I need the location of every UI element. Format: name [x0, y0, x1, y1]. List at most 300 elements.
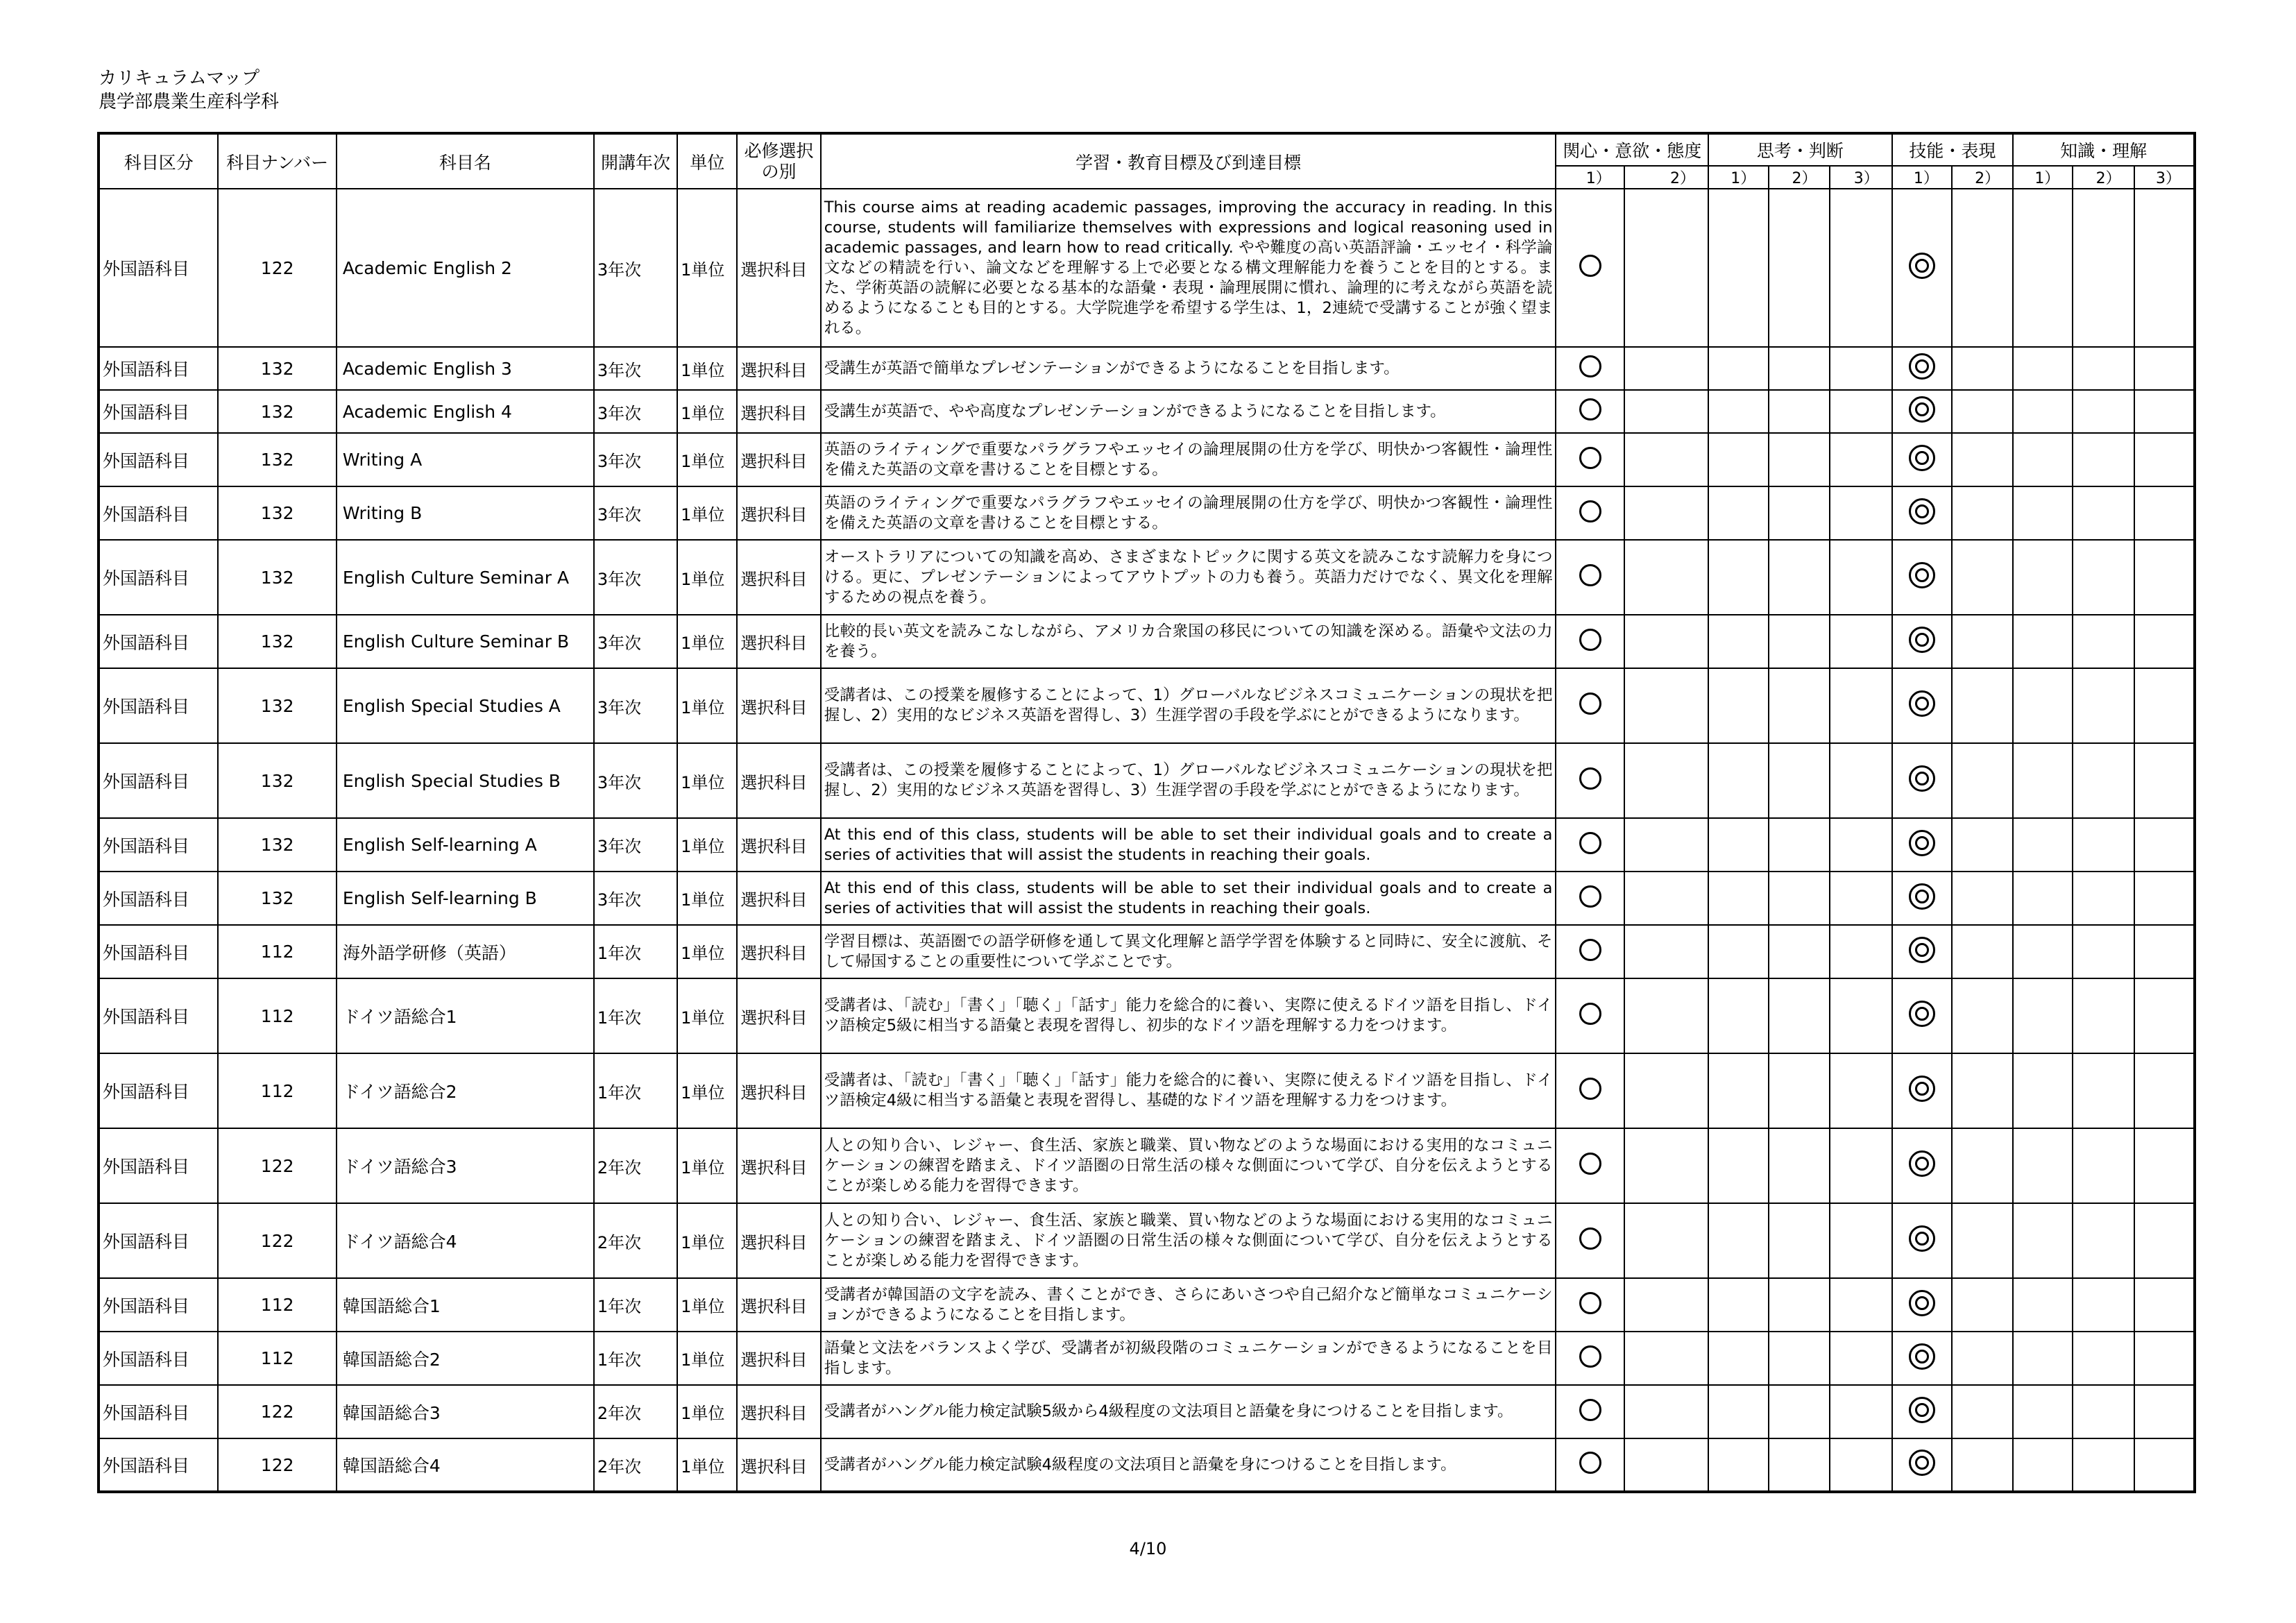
- circle-mark-icon: [1579, 500, 1601, 522]
- double-circle-mark-icon: [1909, 1343, 1935, 1370]
- course-year: 1年次: [594, 978, 677, 1053]
- course-unit: 1単位: [677, 818, 737, 872]
- skill-1-mark: [1892, 1278, 1952, 1332]
- course-category: 外国語科目: [99, 1203, 218, 1278]
- empty-mark-cell: [1769, 347, 1830, 390]
- empty-mark-cell: [2013, 1128, 2073, 1203]
- circle-mark-icon: [1579, 767, 1601, 790]
- empty-mark-cell: [1769, 615, 1830, 668]
- empty-mark-cell: [1624, 925, 1708, 978]
- empty-mark-cell: [1708, 615, 1769, 668]
- course-goal: 比較的長い英文を読みこなしながら、アメリカ合衆国の移民についての知識を深める。語彙や文法の力を養う。: [821, 615, 1556, 668]
- course-required: 選択科目: [737, 1128, 820, 1203]
- empty-mark-cell: [1708, 486, 1769, 540]
- header-interest-2: 2）: [1624, 166, 1708, 189]
- circle-mark-icon: [1579, 255, 1601, 277]
- skill-1-mark: [1892, 390, 1952, 433]
- course-unit: 1単位: [677, 390, 737, 433]
- empty-mark-cell: [1952, 486, 2013, 540]
- course-goal: 人との知り合い、レジャー、食生活、家族と職業、買い物などのような場面における実用的なコミュニケーションの練習を踏まえ、ドイツ語圏の日常生活の様々な側面について学び、自分を伝えようとすることが楽しめる能力を習得できます。: [821, 1128, 1556, 1203]
- double-circle-mark-icon: [1909, 830, 1935, 856]
- header-thinking-2: 2）: [1769, 166, 1830, 189]
- empty-mark-cell: [1624, 818, 1708, 872]
- empty-mark-cell: [2073, 1203, 2134, 1278]
- empty-mark-cell: [1830, 978, 1891, 1053]
- circle-mark-icon: [1579, 1292, 1601, 1314]
- course-name: Writing A: [337, 433, 594, 486]
- empty-mark-cell: [2134, 1332, 2195, 1385]
- course-name: English Culture Seminar A: [337, 540, 594, 615]
- header-required: 必修選択の別: [737, 133, 820, 189]
- course-goal: 受講者がハングル能力検定試験5級から4級程度の文法項目と語彙を身につけることを目指します。: [821, 1385, 1556, 1438]
- course-year: 3年次: [594, 615, 677, 668]
- circle-mark-icon: [1579, 1227, 1601, 1250]
- empty-mark-cell: [1624, 872, 1708, 925]
- course-unit: 1単位: [677, 615, 737, 668]
- course-goal: 受講者は、この授業を履修することによって、1）グローバルなビジネスコミュニケーションの現状を把握し、2）実用的なビジネス英語を習得し、3）生涯学習の手段を学ぶにとができるようになります。: [821, 743, 1556, 818]
- empty-mark-cell: [2134, 743, 2195, 818]
- empty-mark-cell: [1769, 1332, 1830, 1385]
- circle-mark-icon: [1579, 1399, 1601, 1421]
- empty-mark-cell: [1830, 1278, 1891, 1332]
- empty-mark-cell: [1830, 433, 1891, 486]
- header-year: 開講年次: [594, 133, 677, 189]
- empty-mark-cell: [1708, 818, 1769, 872]
- course-category: 外国語科目: [99, 668, 218, 743]
- empty-mark-cell: [1624, 743, 1708, 818]
- empty-mark-cell: [2073, 1128, 2134, 1203]
- course-number: 132: [218, 743, 336, 818]
- table-row: [99, 189, 2195, 347]
- course-unit: 1単位: [677, 1278, 737, 1332]
- empty-mark-cell: [1952, 1278, 2013, 1332]
- empty-mark-cell: [1708, 743, 1769, 818]
- table-row: [99, 1438, 2195, 1492]
- table-row: [99, 668, 2195, 743]
- empty-mark-cell: [1952, 1332, 2013, 1385]
- course-unit: 1単位: [677, 347, 737, 390]
- course-goal: 人との知り合い、レジャー、食生活、家族と職業、買い物などのような場面における実用的なコミュニケーションの練習を踏まえ、ドイツ語圏の日常生活の様々な側面について学び、自分を伝えようとすることが楽しめる能力を習得できます。: [821, 1203, 1556, 1278]
- empty-mark-cell: [1830, 347, 1891, 390]
- skill-1-mark: [1892, 540, 1952, 615]
- double-circle-mark-icon: [1909, 1290, 1935, 1316]
- course-number: 122: [218, 1385, 336, 1438]
- empty-mark-cell: [1952, 925, 2013, 978]
- empty-mark-cell: [1769, 540, 1830, 615]
- course-number: 132: [218, 668, 336, 743]
- interest-1-mark: [1556, 390, 1624, 433]
- course-unit: 1単位: [677, 668, 737, 743]
- empty-mark-cell: [1952, 390, 2013, 433]
- double-circle-mark-icon: [1909, 396, 1935, 423]
- table-row: [99, 433, 2195, 486]
- empty-mark-cell: [2073, 668, 2134, 743]
- empty-mark-cell: [2073, 540, 2134, 615]
- course-unit: 1単位: [677, 433, 737, 486]
- empty-mark-cell: [1708, 1385, 1769, 1438]
- header-skill: 技能・表現: [1892, 133, 2013, 166]
- empty-mark-cell: [1624, 433, 1708, 486]
- header-skill-2: 2）: [1952, 166, 2013, 189]
- header-knowledge-3: 3）: [2134, 166, 2195, 189]
- circle-mark-icon: [1579, 939, 1601, 961]
- course-year: 2年次: [594, 1203, 677, 1278]
- course-unit: 1単位: [677, 486, 737, 540]
- empty-mark-cell: [2013, 1203, 2073, 1278]
- table-body: [99, 189, 2195, 1492]
- empty-mark-cell: [2073, 925, 2134, 978]
- skill-1-mark: [1892, 978, 1952, 1053]
- course-year: 3年次: [594, 872, 677, 925]
- interest-1-mark: [1556, 1385, 1624, 1438]
- course-category: 外国語科目: [99, 189, 218, 347]
- course-number: 132: [218, 433, 336, 486]
- empty-mark-cell: [2073, 818, 2134, 872]
- course-year: 3年次: [594, 668, 677, 743]
- empty-mark-cell: [1769, 978, 1830, 1053]
- table-row: [99, 872, 2195, 925]
- course-unit: 1単位: [677, 872, 737, 925]
- course-unit: 1単位: [677, 1128, 737, 1203]
- empty-mark-cell: [2073, 189, 2134, 347]
- course-name: Academic English 3: [337, 347, 594, 390]
- course-required: 選択科目: [737, 390, 820, 433]
- course-year: 3年次: [594, 486, 677, 540]
- empty-mark-cell: [1830, 743, 1891, 818]
- circle-mark-icon: [1579, 398, 1601, 420]
- table-row: [99, 1053, 2195, 1128]
- empty-mark-cell: [1708, 872, 1769, 925]
- empty-mark-cell: [1708, 390, 1769, 433]
- empty-mark-cell: [2013, 390, 2073, 433]
- empty-mark-cell: [2013, 347, 2073, 390]
- empty-mark-cell: [1708, 1203, 1769, 1278]
- empty-mark-cell: [2013, 615, 2073, 668]
- empty-mark-cell: [2073, 1278, 2134, 1332]
- empty-mark-cell: [1769, 925, 1830, 978]
- course-year: 1年次: [594, 1332, 677, 1385]
- empty-mark-cell: [1952, 1203, 2013, 1278]
- empty-mark-cell: [1952, 668, 2013, 743]
- empty-mark-cell: [1708, 1438, 1769, 1492]
- empty-mark-cell: [1624, 1385, 1708, 1438]
- empty-mark-cell: [1830, 390, 1891, 433]
- course-number: 132: [218, 540, 336, 615]
- skill-1-mark: [1892, 189, 1952, 347]
- course-category: 外国語科目: [99, 818, 218, 872]
- empty-mark-cell: [1769, 743, 1830, 818]
- circle-mark-icon: [1579, 1078, 1601, 1100]
- course-category: 外国語科目: [99, 925, 218, 978]
- double-circle-mark-icon: [1909, 883, 1935, 910]
- empty-mark-cell: [1624, 1438, 1708, 1492]
- header-thinking-3: 3）: [1830, 166, 1891, 189]
- course-required: 選択科目: [737, 1438, 820, 1492]
- empty-mark-cell: [1769, 1438, 1830, 1492]
- course-goal: At this end of this class, students will be able to set their individual goals and to create a series of activities that will assist the students in reaching their goals.: [821, 872, 1556, 925]
- course-category: 外国語科目: [99, 615, 218, 668]
- empty-mark-cell: [1952, 818, 2013, 872]
- course-goal: 受講者は、「読む」「書く」「聴く」「話す」能力を総合的に養い、実際に使えるドイツ語を目指し、ドイツ語検定5級に相当する語彙と表現を習得し、初歩的なドイツ語を理解する力をつけます。: [821, 978, 1556, 1053]
- course-unit: 1単位: [677, 743, 737, 818]
- header-thinking: 思考・判断: [1708, 133, 1892, 166]
- course-year: 1年次: [594, 925, 677, 978]
- course-unit: 1単位: [677, 540, 737, 615]
- empty-mark-cell: [1830, 1053, 1891, 1128]
- empty-mark-cell: [2013, 743, 2073, 818]
- empty-mark-cell: [1624, 486, 1708, 540]
- empty-mark-cell: [2134, 615, 2195, 668]
- empty-mark-cell: [2134, 668, 2195, 743]
- skill-1-mark: [1892, 743, 1952, 818]
- double-circle-mark-icon: [1909, 1150, 1935, 1177]
- course-name: ドイツ語総合4: [337, 1203, 594, 1278]
- empty-mark-cell: [1952, 978, 2013, 1053]
- empty-mark-cell: [2013, 818, 2073, 872]
- empty-mark-cell: [2134, 486, 2195, 540]
- course-category: 外国語科目: [99, 486, 218, 540]
- double-circle-mark-icon: [1909, 937, 1935, 963]
- empty-mark-cell: [1830, 872, 1891, 925]
- table-row: [99, 1128, 2195, 1203]
- course-required: 選択科目: [737, 486, 820, 540]
- empty-mark-cell: [1708, 925, 1769, 978]
- course-year: 2年次: [594, 1385, 677, 1438]
- course-year: 3年次: [594, 743, 677, 818]
- course-name: 韓国語総合4: [337, 1438, 594, 1492]
- empty-mark-cell: [1769, 433, 1830, 486]
- course-number: 132: [218, 486, 336, 540]
- course-required: 選択科目: [737, 433, 820, 486]
- course-category: 外国語科目: [99, 347, 218, 390]
- course-goal: 学習目標は、英語圏での語学研修を通して異文化理解と語学学習を体験すると同時に、安全に渡航、そして帰国することの重要性について学ぶことです。: [821, 925, 1556, 978]
- circle-mark-icon: [1579, 832, 1601, 854]
- double-circle-mark-icon: [1909, 765, 1935, 792]
- interest-1-mark: [1556, 189, 1624, 347]
- empty-mark-cell: [1708, 1278, 1769, 1332]
- empty-mark-cell: [2013, 189, 2073, 347]
- empty-mark-cell: [2134, 1438, 2195, 1492]
- empty-mark-cell: [2134, 872, 2195, 925]
- table-row: [99, 1332, 2195, 1385]
- skill-1-mark: [1892, 925, 1952, 978]
- empty-mark-cell: [1952, 615, 2013, 668]
- empty-mark-cell: [1769, 486, 1830, 540]
- course-name: ドイツ語総合3: [337, 1128, 594, 1203]
- double-circle-mark-icon: [1909, 1397, 1935, 1423]
- empty-mark-cell: [2134, 1278, 2195, 1332]
- interest-1-mark: [1556, 872, 1624, 925]
- course-year: 3年次: [594, 347, 677, 390]
- empty-mark-cell: [2073, 1438, 2134, 1492]
- empty-mark-cell: [2013, 668, 2073, 743]
- empty-mark-cell: [2013, 1053, 2073, 1128]
- course-required: 選択科目: [737, 615, 820, 668]
- course-required: 選択科目: [737, 1278, 820, 1332]
- table-row: [99, 1385, 2195, 1438]
- empty-mark-cell: [1624, 1203, 1708, 1278]
- double-circle-mark-icon: [1909, 1225, 1935, 1252]
- empty-mark-cell: [1708, 978, 1769, 1053]
- course-year: 3年次: [594, 189, 677, 347]
- course-number: 122: [218, 189, 336, 347]
- header-knowledge: 知識・理解: [2013, 133, 2195, 166]
- interest-1-mark: [1556, 347, 1624, 390]
- empty-mark-cell: [1624, 390, 1708, 433]
- double-circle-mark-icon: [1909, 690, 1935, 717]
- course-number: 112: [218, 925, 336, 978]
- interest-1-mark: [1556, 1053, 1624, 1128]
- course-goal: 英語のライティングで重要なパラグラフやエッセイの論理展開の仕方を学び、明快かつ客観性・論理性を備えた英語の文章を書けることを目標とする。: [821, 433, 1556, 486]
- table-row: [99, 743, 2195, 818]
- empty-mark-cell: [1830, 1203, 1891, 1278]
- course-year: 2年次: [594, 1438, 677, 1492]
- course-year: 1年次: [594, 1278, 677, 1332]
- course-name: ドイツ語総合2: [337, 1053, 594, 1128]
- empty-mark-cell: [1830, 189, 1891, 347]
- empty-mark-cell: [2013, 872, 2073, 925]
- table-row: [99, 390, 2195, 433]
- course-required: 選択科目: [737, 1203, 820, 1278]
- circle-mark-icon: [1579, 564, 1601, 586]
- interest-1-mark: [1556, 818, 1624, 872]
- interest-1-mark: [1556, 486, 1624, 540]
- course-category: 外国語科目: [99, 743, 218, 818]
- empty-mark-cell: [1830, 615, 1891, 668]
- empty-mark-cell: [2073, 1053, 2134, 1128]
- course-number: 132: [218, 347, 336, 390]
- course-goal: 受講者がハングル能力検定試験4級程度の文法項目と語彙を身につけることを目指します。: [821, 1438, 1556, 1492]
- course-goal: This course aims at reading academic passages, improving the accuracy in reading. In this course, students will familiarize themselves with expressions and logical reasoning used in academic passages, and learn how to read critically. やや難度の高い英語評論・エッセイ・科学論文などの精読を行い、論文などを理解する上で必要となる構文理解能力を養うことを目的とする。また、学術英語の読解に必要となる基本的な語彙・表現・論理展開に慣れ、論理的に考えながら英語を読めるようになることも目的とする。大学院進学を希望する学生は、1，2連続で受講することが強く望まれる。: [821, 189, 1556, 347]
- course-name: 韓国語総合2: [337, 1332, 594, 1385]
- header-category: 科目区分: [99, 133, 218, 189]
- course-number: 132: [218, 390, 336, 433]
- course-unit: 1単位: [677, 1438, 737, 1492]
- circle-mark-icon: [1579, 447, 1601, 469]
- empty-mark-cell: [2013, 1332, 2073, 1385]
- empty-mark-cell: [2013, 978, 2073, 1053]
- page-number: 4/10: [1129, 1539, 1167, 1558]
- empty-mark-cell: [1952, 872, 2013, 925]
- double-circle-mark-icon: [1909, 562, 1935, 588]
- skill-1-mark: [1892, 486, 1952, 540]
- empty-mark-cell: [2134, 1385, 2195, 1438]
- course-required: 選択科目: [737, 189, 820, 347]
- course-required: 選択科目: [737, 347, 820, 390]
- course-name: Academic English 4: [337, 390, 594, 433]
- circle-mark-icon: [1579, 355, 1601, 377]
- empty-mark-cell: [2013, 925, 2073, 978]
- empty-mark-cell: [1769, 1278, 1830, 1332]
- empty-mark-cell: [1708, 1053, 1769, 1128]
- course-required: 選択科目: [737, 978, 820, 1053]
- skill-1-mark: [1892, 347, 1952, 390]
- circle-mark-icon: [1579, 1003, 1601, 1025]
- course-number: 132: [218, 615, 336, 668]
- empty-mark-cell: [2134, 925, 2195, 978]
- empty-mark-cell: [1624, 1278, 1708, 1332]
- empty-mark-cell: [2073, 433, 2134, 486]
- double-circle-mark-icon: [1909, 627, 1935, 653]
- course-goal: 受講生が英語で、やや高度なプレゼンテーションができるようになることを目指します。: [821, 390, 1556, 433]
- empty-mark-cell: [1769, 668, 1830, 743]
- double-circle-mark-icon: [1909, 1001, 1935, 1027]
- document-title: カリキュラムマップ: [99, 68, 260, 89]
- empty-mark-cell: [1769, 390, 1830, 433]
- table-row: [99, 540, 2195, 615]
- double-circle-mark-icon: [1909, 445, 1935, 471]
- table-row: [99, 818, 2195, 872]
- table-row: [99, 486, 2195, 540]
- skill-1-mark: [1892, 872, 1952, 925]
- course-number: 112: [218, 978, 336, 1053]
- empty-mark-cell: [1708, 540, 1769, 615]
- empty-mark-cell: [1769, 1203, 1830, 1278]
- course-category: 外国語科目: [99, 540, 218, 615]
- course-unit: 1単位: [677, 925, 737, 978]
- header-unit: 単位: [677, 133, 737, 189]
- course-name: English Self-learning B: [337, 872, 594, 925]
- empty-mark-cell: [1830, 486, 1891, 540]
- empty-mark-cell: [2013, 1438, 2073, 1492]
- circle-mark-icon: [1579, 629, 1601, 651]
- course-name: English Special Studies B: [337, 743, 594, 818]
- course-name: ドイツ語総合1: [337, 978, 594, 1053]
- course-name: 韓国語総合3: [337, 1385, 594, 1438]
- course-goal: 受講者は、「読む」「書く」「聴く」「話す」能力を総合的に養い、実際に使えるドイツ語を目指し、ドイツ語検定4級に相当する語彙と表現を習得し、基礎的なドイツ語を理解する力をつけます。: [821, 1053, 1556, 1128]
- table-row: [99, 615, 2195, 668]
- course-category: 外国語科目: [99, 1128, 218, 1203]
- empty-mark-cell: [1952, 433, 2013, 486]
- skill-1-mark: [1892, 818, 1952, 872]
- header-name: 科目名: [337, 133, 594, 189]
- course-goal: 英語のライティングで重要なパラグラフやエッセイの論理展開の仕方を学び、明快かつ客観性・論理性を備えた英語の文章を書けることを目標とする。: [821, 486, 1556, 540]
- course-year: 2年次: [594, 1128, 677, 1203]
- empty-mark-cell: [2013, 486, 2073, 540]
- department-subtitle: 農学部農業生産科学科: [99, 92, 280, 112]
- course-number: 122: [218, 1438, 336, 1492]
- table-row: [99, 347, 2195, 390]
- empty-mark-cell: [2134, 540, 2195, 615]
- empty-mark-cell: [1708, 1128, 1769, 1203]
- course-name: Academic English 2: [337, 189, 594, 347]
- empty-mark-cell: [1624, 540, 1708, 615]
- empty-mark-cell: [2073, 743, 2134, 818]
- course-unit: 1単位: [677, 189, 737, 347]
- empty-mark-cell: [1624, 189, 1708, 347]
- interest-1-mark: [1556, 1278, 1624, 1332]
- header-thinking-1: 1）: [1708, 166, 1769, 189]
- empty-mark-cell: [1952, 1053, 2013, 1128]
- empty-mark-cell: [1830, 668, 1891, 743]
- empty-mark-cell: [1952, 1438, 2013, 1492]
- empty-mark-cell: [1769, 872, 1830, 925]
- empty-mark-cell: [1769, 189, 1830, 347]
- table-row: [99, 1278, 2195, 1332]
- table-header: [99, 133, 2195, 189]
- empty-mark-cell: [2073, 390, 2134, 433]
- course-category: 外国語科目: [99, 1385, 218, 1438]
- course-number: 112: [218, 1278, 336, 1332]
- empty-mark-cell: [1708, 1332, 1769, 1385]
- interest-1-mark: [1556, 1438, 1624, 1492]
- empty-mark-cell: [2073, 978, 2134, 1053]
- empty-mark-cell: [1952, 347, 2013, 390]
- interest-1-mark: [1556, 1128, 1624, 1203]
- empty-mark-cell: [2073, 1385, 2134, 1438]
- empty-mark-cell: [1952, 189, 2013, 347]
- empty-mark-cell: [1830, 1332, 1891, 1385]
